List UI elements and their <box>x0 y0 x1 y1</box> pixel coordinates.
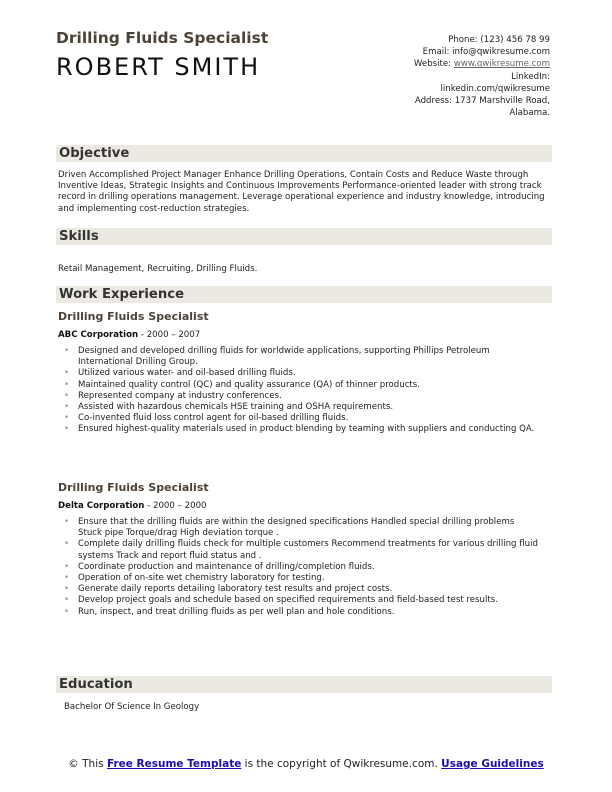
job-bullets <box>58 346 538 436</box>
contact-address: Address: 1737 Marshville Road, Alabama. <box>414 96 550 119</box>
list-item: • Operation of on-site wet chemistry laboratory for testing. <box>58 573 538 584</box>
contact-website <box>350 58 550 70</box>
contact-info <box>350 34 550 119</box>
objective-text: Driven Accomplished Project Manager Enhance Drilling Operations, Contain Costs and Reduce Waste through Inventive Ideas, Strategic Insights and Continuous Improvements Performance-oriented leader with strong track record in drilling operations management. Leverage operational experience and industry knowledge, introducing and implementing cost-reduction strategies. <box>58 170 545 214</box>
list-item: • Run, inspect, and treat drilling fluids as per well plan and hole conditions. <box>58 607 538 618</box>
footer-prefix: © This <box>68 758 107 770</box>
list-item: • Maintained quality control (QC) and quality assurance (QA) of thinner products. <box>58 380 538 391</box>
job-bullets <box>58 517 538 618</box>
resume-job-title: Drilling Fluids Specialist <box>56 29 269 47</box>
list-item: • Ensure that the drilling fluids are within the designed specifications Handled special drilling problems Stuck pipe Torque/drag High deviation torque . <box>58 517 538 539</box>
education-text: Bachelor Of Science In Geology <box>64 702 200 712</box>
footer-copyright: is the copyright of Qwikresume.com. <box>241 758 442 770</box>
website-label: Website: <box>413 59 454 70</box>
linkedin-url: linkedin.com/qwikresume <box>440 83 550 94</box>
skills-text: Retail Management, Recruiting, Drilling Fluids. <box>58 264 258 274</box>
skills-heading: Skills <box>56 228 552 245</box>
list-item: • Generate daily reports detailing laboratory test results and project costs. <box>58 584 538 595</box>
job-dates: - 2000 – 2007 <box>138 330 201 340</box>
company-name: Delta Corporation <box>58 501 145 511</box>
list-item: • Develop project goals and schedule based on specified requirements and field-based test results. <box>58 595 538 606</box>
list-item: • Ensured highest-quality materials used in product blending by teaming with suppliers and conducting QA. <box>58 424 538 435</box>
candidate-name: ROBERT SMITH <box>56 53 261 81</box>
job-title: Drilling Fluids Specialist <box>58 481 209 494</box>
objective-heading: Objective <box>56 145 552 162</box>
list-item: • Represented company at industry conferences. <box>58 391 538 402</box>
list-item: • Designed and developed drilling fluids for worldwide applications, supporting Phillips Petroleum International Drilling Group. <box>58 346 538 368</box>
work-experience-heading: Work Experience <box>56 286 552 303</box>
list-item: • Coordinate production and maintenance of drilling/completion fluids. <box>58 562 538 573</box>
free-resume-template-link[interactable]: Free Resume Template <box>106 758 242 770</box>
list-item: • Utilized various water- and oil-based drilling fluids. <box>58 368 538 379</box>
footer <box>0 758 612 771</box>
contact-email: Email: info@qwikresume.com <box>422 47 550 58</box>
linkedin-label: LinkedIn: <box>511 71 550 82</box>
usage-guidelines-link[interactable]: Usage Guidelines <box>441 758 544 770</box>
contact-phone: Phone: (123) 456 78 99 <box>448 35 550 45</box>
list-item: • Co-invented fluid loss control agent for oil-based drilling fluids. <box>58 413 538 424</box>
company-name: ABC Corporation <box>58 330 139 340</box>
job-company-line <box>58 330 200 341</box>
list-item: • Assisted with hazardous chemicals HSE training and OSHA requirements. <box>58 402 538 413</box>
list-item: • Complete daily drilling fluids check for multiple customers Recommend treatments for various drilling fluid systems Track and report fluid status and . <box>58 539 538 561</box>
education-heading: Education <box>56 676 552 693</box>
job-company-line <box>58 501 207 512</box>
job-dates: - 2000 – 2000 <box>144 501 207 511</box>
job-title: Drilling Fluids Specialist <box>58 310 209 323</box>
website-link[interactable]: www.qwikresume.com <box>453 59 550 70</box>
